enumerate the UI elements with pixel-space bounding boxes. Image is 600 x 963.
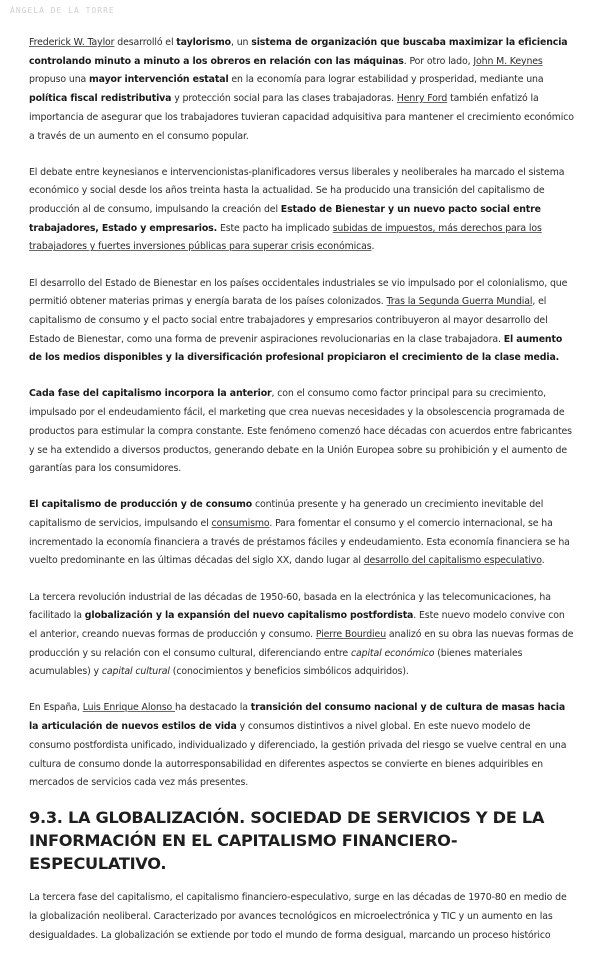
bold-text: Cada fase del capitalismo incorpora la anterior — [29, 388, 272, 400]
text-run: , el capitalismo de consumo y el pacto social entre trabajadores y empresarios contribuyeron al mayor desarrollo del Estado de Bienestar, como una forma de prevenir aspiraciones revolucionarias en la clase trabajadora. — [29, 296, 548, 345]
text-run: El debate entre keynesianos e intervencionistas-planificadores versus liberales y neoliberales ha marcado el sistema económico y social desde los años treinta hasta la actualidad. Se ha producido una transición del capitalismo de producción al de consumo, impulsando la creación del — [29, 166, 565, 216]
text-run: . — [541, 555, 545, 567]
text-run: también enfatizó la importancia de asegurar que los trabajadores tuvieran capacidad adquisitiva para mantener el crecimiento económico a través de un aumento en el consumo popular. — [29, 93, 574, 142]
italic-text: capital económico — [350, 647, 435, 659]
inline-link[interactable]: Frederick W. Taylor — [29, 37, 115, 48]
paragraph-third-revolution — [29, 589, 574, 683]
inline-link[interactable]: subidas de impuestos, más derechos para los trabajadores y fuertes inversiones públicas para superar crisis económicas — [29, 222, 542, 253]
text-run: . — [371, 241, 375, 253]
bold-text: El capitalismo de producción y de consumo — [29, 499, 253, 511]
text-run: El desarrollo del Estado de Bienestar en los países occidentales industriales se vio impulsado por el colonialismo, que permitió obtener materias primas y energía barata de los países colonizados. — [29, 277, 568, 308]
text-run: propuso una — [29, 74, 89, 86]
paragraph-welfare-state-debate — [29, 164, 574, 258]
text-run: , con el consumo como factor principal para su crecimiento, impulsado por el endeudamiento fácil, el marketing que crea nuevas necesidades y la obsolescencia programada de productos para estimular la compra constante. Este fenómeno comenzó hace décadas con acuerdos entre fabricantes y se ha extendido a diversos productos, generando debate en la Unión Europea sobre su prohibición y el aumento de garantías para los consumidores. — [29, 388, 572, 475]
inline-link[interactable]: Henry Ford — [396, 93, 448, 105]
text-run: . Para fomentar el consumo y el comercio internacional, se ha incrementado la economía financiera a través de préstamos fáciles y endeudamiento. Esta economía financiera se ha vuelto predominante en las últimas décadas del siglo XX, dando lugar al — [29, 518, 570, 567]
text-run: y consumos distintivos a nivel global. En este nuevo modelo de consumo postfordista unificado, individualizado y diferenciado, la gestión privada del riesgo se vuelve central en una cultura de consumo donde la autorresponsabilidad en diferentes aspectos se convierte en bienes adquiribles en mercados de servicios cada vez más presentes. — [29, 721, 567, 789]
bold-text: Estado de Bienestar y un nuevo pacto social entre trabajadores, Estado y empresarios. — [29, 204, 541, 234]
text-run: , un — [231, 37, 252, 48]
paragraph-taylorism — [29, 34, 574, 146]
text-run: La tercera fase del capitalismo, el capitalismo financiero-especulativo, surge en las décadas de 1970-80 en medio de la globalización neoliberal. Caracterizado por avances tecnológicos en microelectrónica y TIC y un aumento en las desigualdades. La globalización se extiende por todo el mundo de forma desigual, marcando un proceso histórico — [29, 892, 567, 941]
italic-text: capital cultural — [101, 666, 170, 678]
text-run: . Por otro lado, — [403, 55, 474, 67]
bold-text: mayor intervención estatal — [89, 74, 229, 86]
author-watermark: ÁNGELA DE LA TORRE — [10, 6, 115, 15]
bold-text: globalización y la expansión del nuevo capitalismo postfordista — [84, 610, 414, 622]
text-run: en la economía para lograr estabilidad y prosperidad, mediante una — [228, 74, 544, 86]
text-run: y protección social para las clases trabajadoras. — [171, 93, 397, 105]
paragraph-third-phase — [29, 889, 574, 945]
text-run: analizó en su obra las nuevas formas de producción y su relación con el consumo cultural, diferenciando entre — [29, 628, 574, 659]
section-heading: 9.3. LA GLOBALIZACIÓN. SOCIEDAD DE SERVICIOS Y DE LA INFORMACIÓN EN EL CAPITALISMO FINANCIERO-ESPECULATIVO. — [29, 808, 545, 874]
inline-link[interactable]: John M. Keynes — [473, 55, 543, 67]
text-run: (bienes materiales acumulables) y — [29, 647, 523, 678]
bold-text: taylorismo — [176, 37, 232, 48]
inline-link[interactable]: Luis Enrique Alonso — [82, 702, 176, 714]
bold-text: El aumento de los medios disponibles y la diversificación profesional propiciaron el crecimiento de la clase media. — [29, 333, 563, 364]
text-run: (conocimientos y beneficios simbólicos adquiridos). — [169, 666, 409, 678]
text-run: En España, — [29, 702, 83, 714]
text-run: ha destacado la — [175, 702, 251, 714]
bold-text: transición del consumo nacional y de cultura de masas hacia la articulación de nuevos estilos de vida — [29, 702, 566, 733]
paragraph-capitalism-phases — [29, 385, 574, 479]
text-run: La tercera revolución industrial de las décadas de 1950-60, basada en la electrónica y las telecomunicaciones, ha facilitado la — [29, 591, 551, 622]
final-paragraph-container — [29, 889, 574, 945]
paragraph-colonialism — [29, 275, 574, 369]
bold-text: sistema de organización que buscaba maximizar la eficiencia controlando minuto a minuto a los obreros en relación con las máquinas — [29, 37, 568, 67]
paragraph-spain — [29, 699, 574, 793]
inline-link[interactable]: desarrollo del capitalismo especulativo — [363, 555, 542, 567]
inline-link[interactable]: Tras la Segunda Guerra Mundial — [386, 296, 533, 308]
document-body — [29, 34, 574, 963]
paragraph-consumerism — [29, 496, 574, 571]
text-run: continúa presente y ha generado un crecimiento inevitable del capitalismo de servicios, impulsando el — [29, 499, 544, 530]
paragraph-list — [29, 34, 574, 793]
inline-link[interactable]: Pierre Bourdieu — [315, 628, 387, 640]
text-run: . Este nuevo modelo convive con el anterior, creando nuevas formas de producción y consumo. — [29, 610, 565, 640]
inline-link[interactable]: consumismo — [211, 518, 270, 530]
text-run: desarrolló el — [114, 37, 177, 48]
text-run: Este pacto ha implicado — [217, 222, 333, 234]
bold-text: política fiscal redistributiva — [29, 93, 172, 105]
